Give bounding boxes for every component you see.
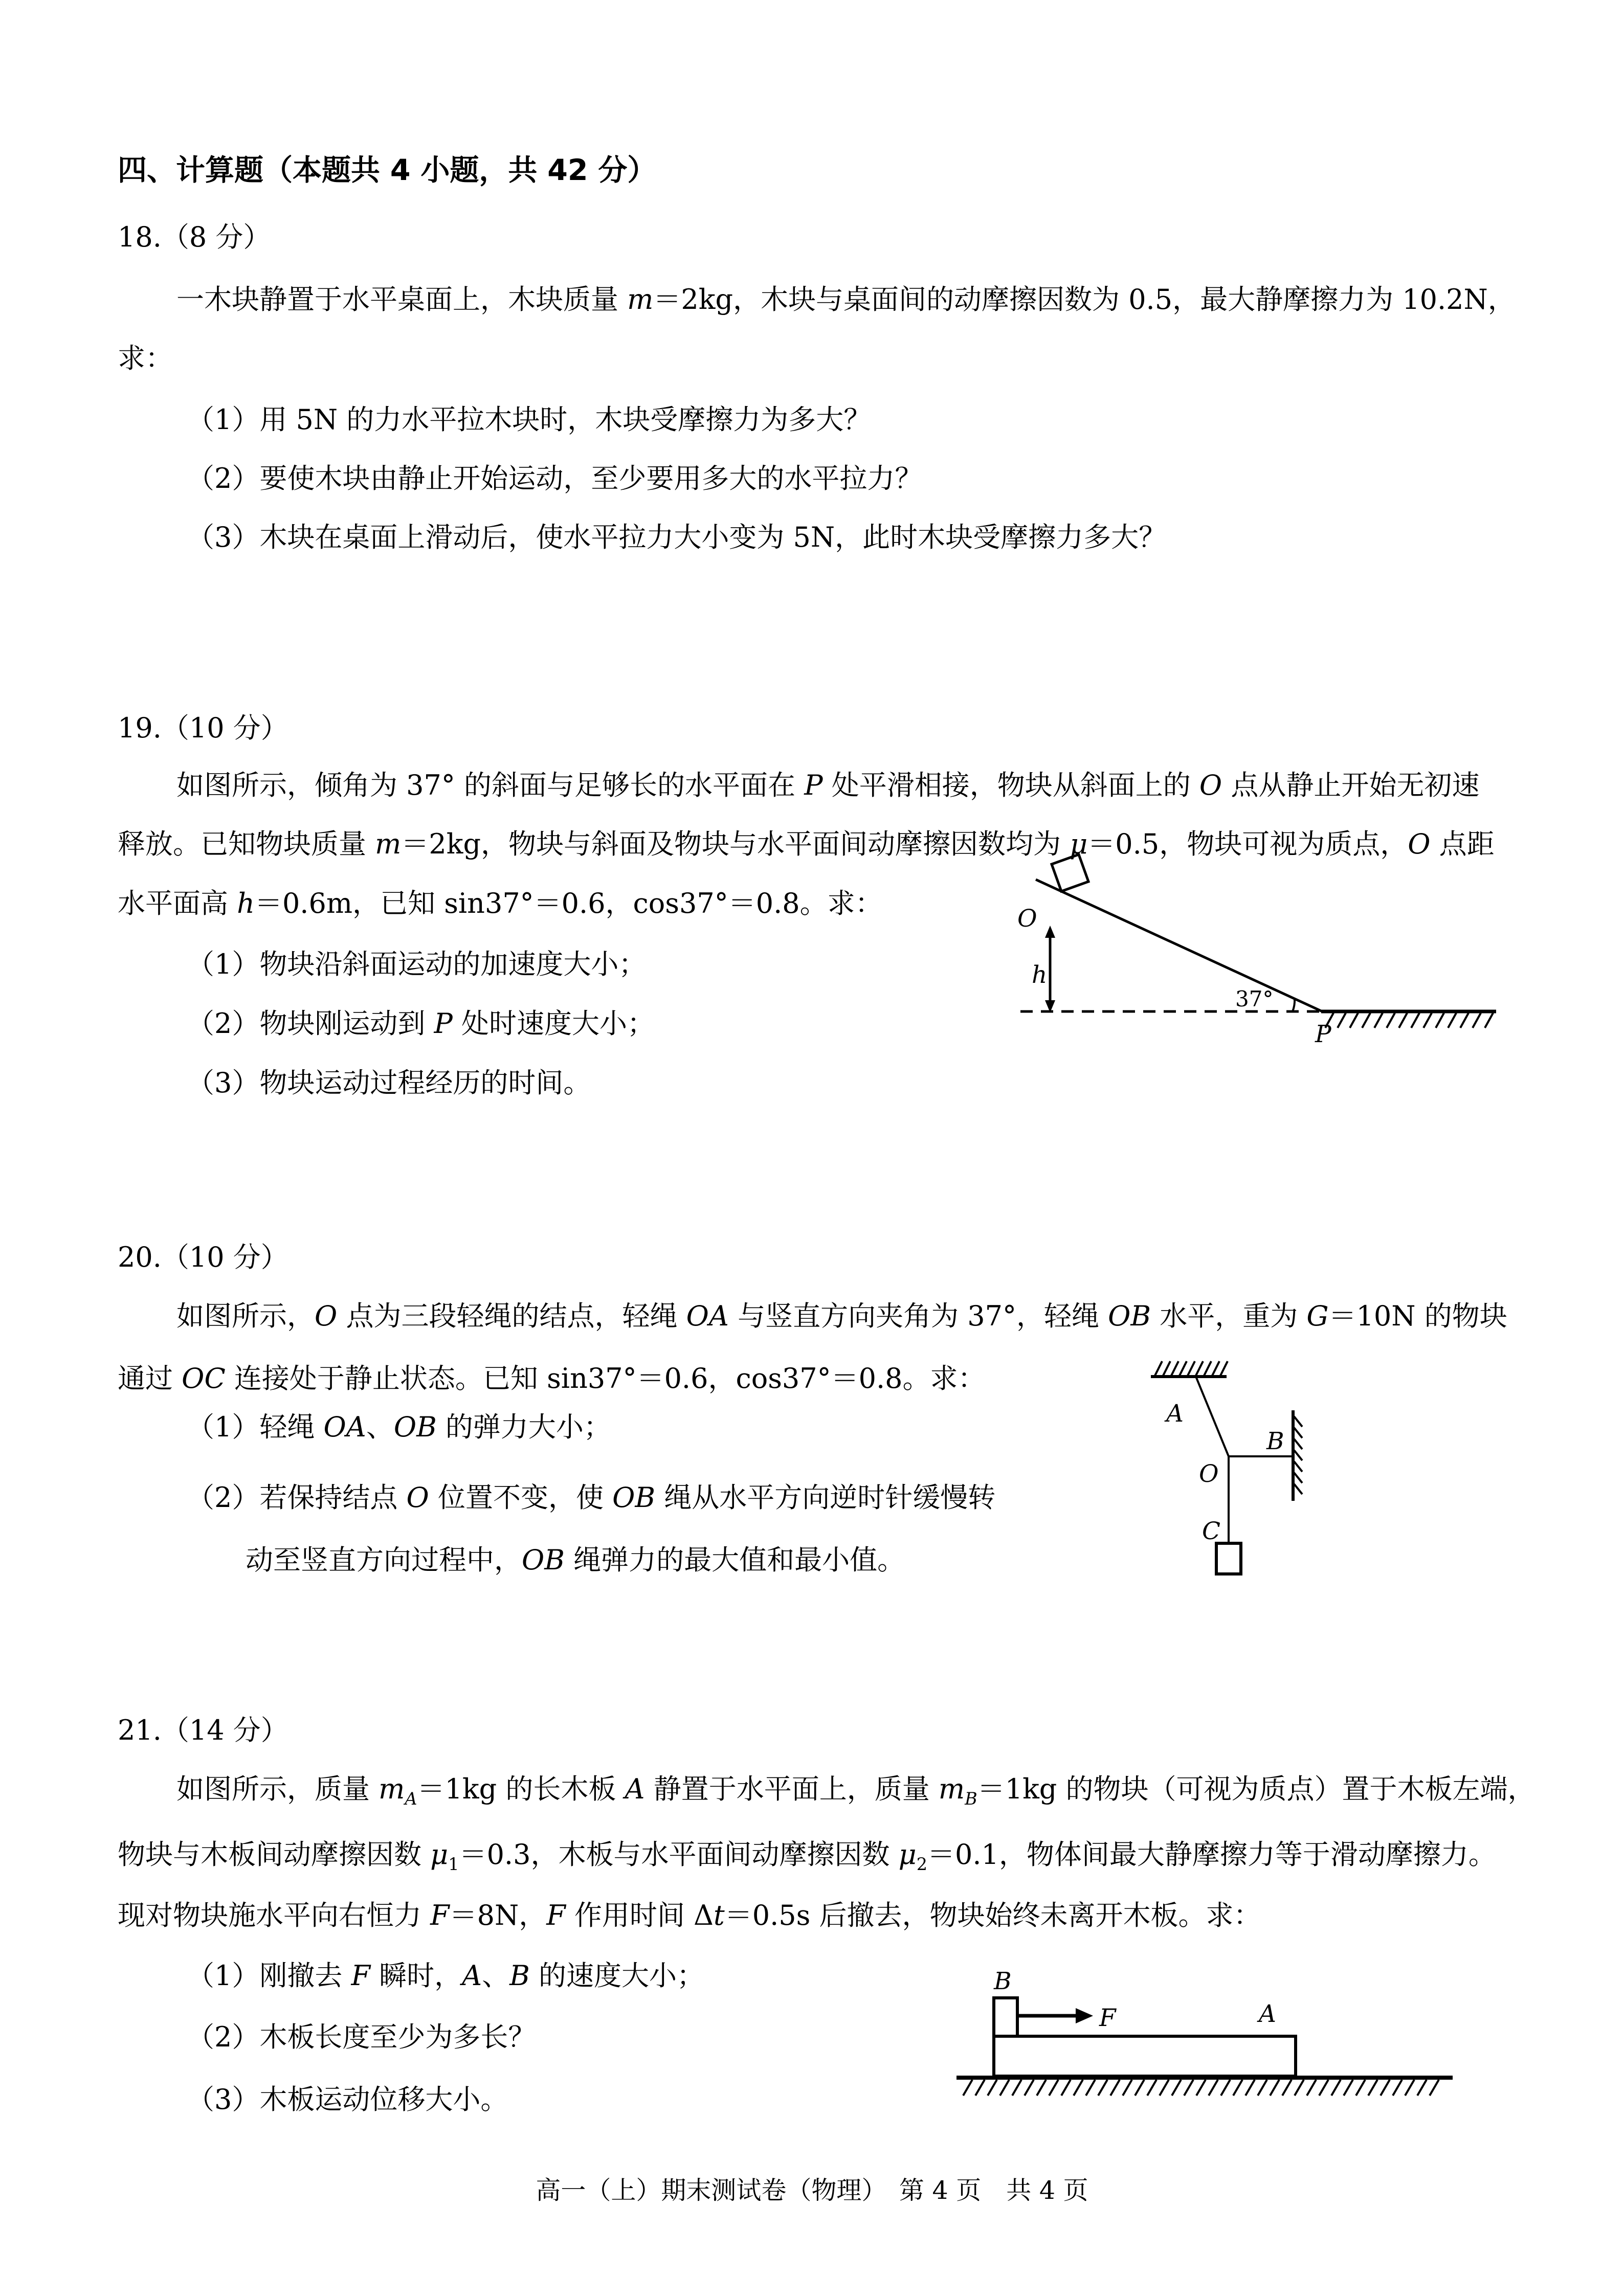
a-point-label: A: [1166, 1400, 1184, 1428]
q20-line-2: 通过 OC 连接处于静止状态。已知 sin37°＝0.6，cos37°＝0.8。求：: [118, 1362, 986, 1394]
c-point-label: C: [1202, 1517, 1220, 1545]
q20-item-2: （2）若保持结点 O 位置不变，使 OB 绳从水平方向逆时针缓慢转: [187, 1481, 996, 1514]
q18-item-1: （1）用 5N 的力水平拉木块时，木块受摩擦力为多大？: [187, 403, 872, 436]
f-force-label: F: [1099, 2004, 1116, 2032]
ceiling-hatching: [1155, 1361, 1228, 1376]
ground-hatching: [963, 2080, 1439, 2096]
q19-line-2: 释放。已知物块质量 m＝2kg，物块与斜面及物块与水平面间动摩擦因数均为 μ＝0.5，物块可视为质点，O 点距: [118, 828, 1495, 860]
q20-ropes-diagram: [1141, 1345, 1407, 1585]
q20-line-1: 如图所示，O 点为三段轻绳的结点，轻绳 OA 与竖直方向夹角为 37°，轻绳 OB 水平，重为 G＝10N 的物块: [176, 1300, 1507, 1332]
angle-label: 37°: [1235, 986, 1274, 1011]
height-arrow-up-head: [1045, 926, 1055, 938]
q21-number: 21.（14 分）: [118, 1714, 288, 1746]
o-knot-label: O: [1199, 1460, 1219, 1488]
page-footer: 高一（上）期末测试卷（物理） 第 4 页 共 4 页: [536, 2176, 1088, 2205]
incline-line: [1036, 880, 1322, 1011]
section-title: 四、计算题（本题共 4 小题，共 42 分）: [118, 153, 657, 187]
height-label: h: [1032, 961, 1048, 989]
q21-line-3: 现对物块施水平向右恒力 F＝8N，F 作用时间 Δt＝0.5s 后撤去，物块始终未离开木板。求：: [118, 1899, 1261, 1931]
a-board-label: A: [1259, 2000, 1276, 2028]
q18-item-2: （2）要使木块由静止开始运动，至少要用多大的水平拉力？: [187, 462, 923, 494]
o-point-label: O: [1017, 905, 1037, 933]
q19-number: 19.（10 分）: [118, 712, 288, 744]
q21-item-1: （1）刚撤去 F 瞬时，A、B 的速度大小；: [187, 1960, 705, 1992]
block-b: [994, 1998, 1017, 2036]
block-on-incline: [1052, 854, 1088, 891]
q19-line-3: 水平面高 h＝0.6m，已知 sin37°＝0.6，cos37°＝0.8。求：: [118, 887, 883, 919]
q20-number: 20.（10 分）: [118, 1241, 288, 1273]
b-block-label: B: [994, 1967, 1012, 1995]
q21-board-diagram: [949, 1960, 1476, 2087]
q18-number: 18.（8 分）: [118, 221, 271, 253]
q21-line-1: 如图所示，质量 $m_A=1kg$ 的长木板 A 静置于水平面上，质量 $m_B=1kg$ 的物块（可视为质点）置于木板左端，: [176, 1773, 1536, 1809]
q18-line-1: 一木块静置于水平桌面上，木块质量 m＝2kg，木块与桌面间的动摩擦因数为 0.5，最大静摩擦力为 10.2N，: [176, 283, 1516, 316]
board-a: [994, 2036, 1296, 2076]
q21-item-2: （2）木板长度至少为多长？: [187, 2021, 536, 2053]
q19-line-1: 如图所示，倾角为 37° 的斜面与足够长的水平面在 P 处平滑相接，物块从斜面上的 O 点从静止开始无初速: [176, 769, 1480, 801]
rope-oa: [1196, 1377, 1229, 1456]
q19-item-3: （3）物块运动过程经历的时间。: [187, 1067, 591, 1099]
wall-hatching: [1294, 1416, 1302, 1494]
q18-line-2: 求：: [118, 342, 173, 374]
q19-incline-diagram: [1010, 849, 1514, 1048]
force-arrow-head: [1076, 2008, 1093, 2023]
q20-item-1: （1）轻绳 OA、OB 的弹力大小；: [187, 1411, 611, 1443]
p-point-label: P: [1315, 1020, 1331, 1048]
ground-hatching: [1325, 1013, 1493, 1028]
q19-item-2: （2）物块刚运动到 P 处时速度大小；: [187, 1007, 655, 1040]
q18-item-3: （3）木块在桌面上滑动后，使水平拉力大小变为 5N，此时木块受摩擦力多大？: [187, 521, 1167, 553]
b-point-label: B: [1266, 1427, 1284, 1455]
q19-item-1: （1）物块沿斜面运动的加速度大小；: [187, 948, 647, 980]
q21-line-2: 物块与木板间动摩擦因数 $\mu_1=0.3$，木板与水平面间动摩擦因数 $\mu_2=0.1$，物体间最大静摩擦力等于滑动摩擦力。: [118, 1838, 1496, 1874]
q20-item-2-continued: 动至竖直方向过程中，OB 绳弹力的最大值和最小值。: [246, 1544, 905, 1576]
angle-arc: [1293, 999, 1295, 1011]
q21-item-3: （3）木板运动位移大小。: [187, 2083, 508, 2115]
weight-block: [1216, 1543, 1241, 1574]
